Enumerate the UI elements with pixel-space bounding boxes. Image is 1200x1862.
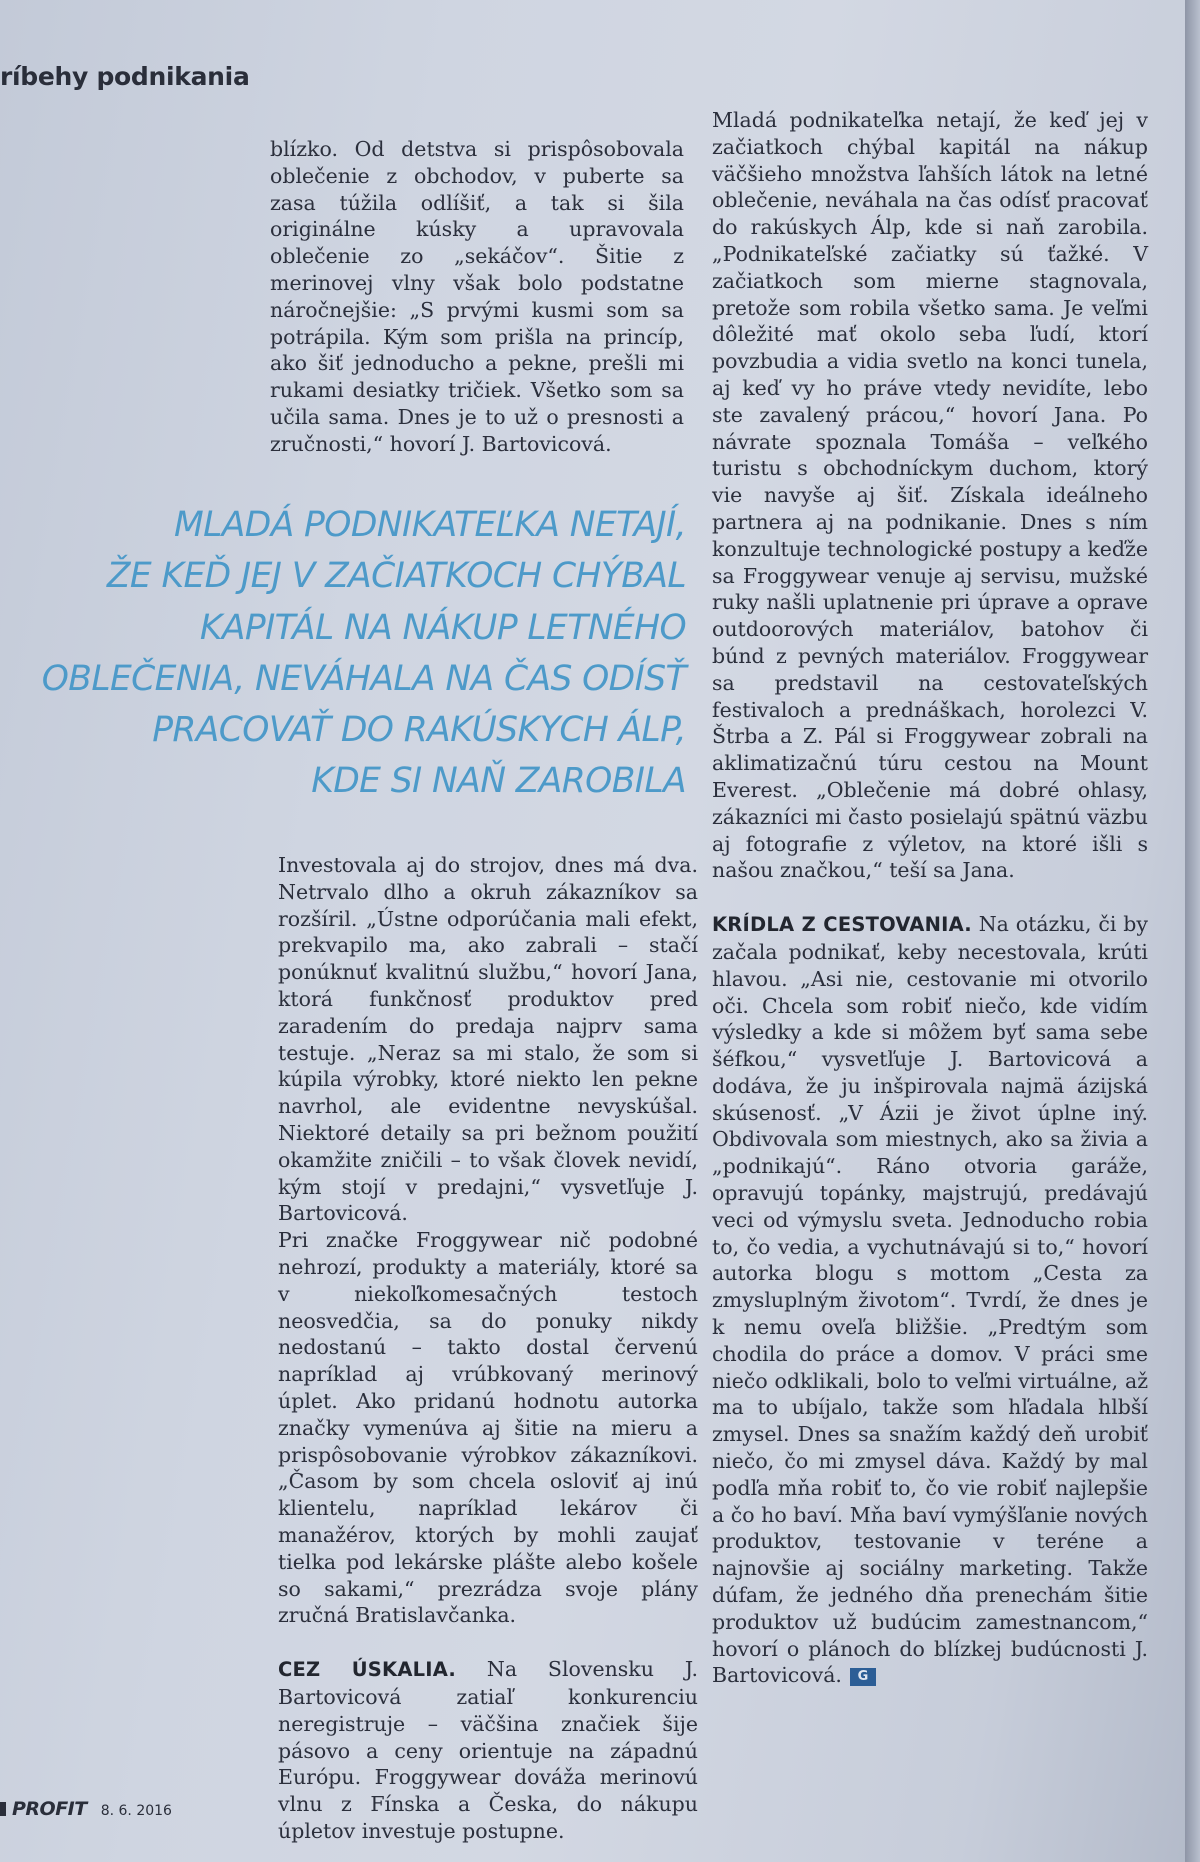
article-paragraph: Pri značke Froggywear nič podobné nehrozí, produkty a materiály, ktoré sa v niekoľkomesačných testoch neosvedčia, sa do ponuky nikdy nedostanú – takto dostal červenú napríklad aj vrúbkovaný merinový úplet. Ako pridanú hodnotu autorka značky vymenúva aj šitie na mieru a prispôsobovanie výrobkov zákazníkovi. „Časom by som chcela osloviť aj inú klientelu, napríklad lekárov či manažérov, ktorých by mohli zaujať tielka pod lekárske plášte alebo košele so sakami,“ prezrádza svoje plány zručná Bratislavčanka. (278, 1228, 698, 1628)
article-paragraph: blízko. Od detstva si prispôsobovala oblečenie z obchodov, v puberte sa zasa túžila odlíšiť, a tak si šila originálne kúsky a upravovala oblečenie zo „sekáčov“. Šitie z merinovej vlny však bolo podstatne náročnejšie: „S prvými kusmi som sa potrápila. Kým som prišla na princíp, ako šiť jednoducho a pekne, prešli mi rukami desiatky tričiek. Všetko som sa učila sama. Dnes je to už o presnosti a zručnosti,“ hovorí J. Bartovicová. (270, 137, 684, 456)
pull-quote-line: MLADÁ PODNIKATEĽKA NETAJÍ, (173, 505, 686, 545)
column-1-top (270, 136, 684, 458)
end-of-article-icon: G (850, 1668, 876, 1686)
article-paragraph (278, 1656, 698, 1845)
page-number-bar (0, 1802, 6, 1816)
column-2 (712, 107, 1148, 1689)
section-title: ríbehy podnikania (0, 62, 250, 91)
page-edge (1185, 0, 1200, 1862)
article-paragraph: Mladá podnikateľka netají, že keď jej v začiatkoch chýbal kapitál na nákup väčšieho množstva ľahších látok na letné oblečenie, neváhala na čas odísť pracovať do rakúskych Álp, kde si naň zarobila. „Podnikateľské začiatky sú ťažké. V začiatkoch som mierne stagnovala, pretože som robila všetko sama. Je veľmi dôležité mať okolo seba ľudí, ktorí povzbudia a vidia svetlo na konci tunela, aj keď vy ho práve vtedy nevidíte, lebo ste zavalený prácou,“ hovorí Jana. Po návrate spoznala Tomáša – veľkého turistu s obchodníckym duchom, ktorý vie navyše aj šiť. Získala ideálneho partnera aj na podnikanie. Dnes s ním konzultuje technologické postupy a keďže sa Froggywear venuje aj servisu, mužské ruky našli uplatnenie pri úprave a oprave outdoorových materiálov, batohov či búnd z pevných materiálov. Froggywear sa predstavil na cestovateľských festivaloch a prednáškach, horolezci V. Štrba a Z. Pál si Froggywear zobrali na aklimatizačnú túru cestou na Mount Everest. „Oblečenie má dobré ohlasy, zákazníci mi často posielajú spätnú väzbu aj fotografie z výletov, na ktoré išli s našou značkou,“ teší sa Jana. (712, 108, 1148, 883)
pull-quote-line: OBLEČENIA, NEVÁHALA NA ČAS ODÍSŤ (41, 658, 686, 699)
pull-quote-line: KDE SI NAŇ ZAROBILA (311, 761, 686, 802)
pull-quote-line: ŽE KEĎ JEJ V ZAČIATKOCH CHÝBAL (106, 556, 686, 597)
paragraph-text: Na otázku, či by začala podnikať, keby necestovala, krúti hlavou. „Asi nie, cestovanie mi otvorilo oči. Chcela som robiť niečo, kde vidím výsledky a kde si môžem byť sama sebe šéfkou,“ vysvetľuje J. Bartovicová a dodáva, že ju inšpirovala najmä ázijská skúsenosť. „V Ázii je život úplne iný. Obdivovala som miestnych, ako sa živia a „podnikajú“. Ráno otvoria garáže, opravujú topánky, majstrujú, predávajú veci od výmyslu sveta. Jednoducho robia to, čo vedia, a vychutnávajú si to,“ hovorí autorka blogu s mottom „Cesta za zmysluplným životom“. Tvrdí, že dnes je k nemu oveľa bližšie. „Predtým som chodila do práce a domov. V práci sme niečo odklikali, bolo to veľmi virtuálne, až ma to ubíjalo, takže som hľadala hlbší zmysel. Dnes sa snažím každý deň urobiť niečo, čo mi zmysel dáva. Každý by mal podľa mňa robiť to, čo vie robiť najlepšie a čo ho baví. Mňa baví vymýšľanie nových produktov, testovanie v teréne a najnovšie aj sociálny marketing. Takže dúfam, že jedného dňa prenechám šitie produktov už budúcim zamestnancom,“ hovorí o plánoch do blízkej budúcnosti J. Bartovicová. (712, 912, 1148, 1688)
article-paragraph (712, 911, 1148, 1689)
magazine-logo: PROFIT (12, 1798, 87, 1820)
pull-quote-line: PRACOVAŤ DO RAKÚSKYCH ÁLP, (152, 710, 686, 751)
page-footer (0, 1798, 172, 1820)
subheading: CEZ ÚSKALIA. (278, 1658, 456, 1682)
pull-quote (8, 500, 686, 808)
subheading: KRÍDLA Z CESTOVANIA. (712, 913, 972, 937)
column-1-bottom (278, 852, 698, 1845)
issue-date: 8. 6. 2016 (100, 1803, 172, 1819)
article-paragraph: Investovala aj do strojov, dnes má dva. Netrvalo dlho a okruh zákazníkov sa rozšíril. „Ústne odporúčania mali efekt, prekvapilo ma, ako zabrali – stačí ponúknuť kvalitnú službu,“ hovorí Jana, ktorá funkčnosť produktov pred zaradením do predaja najprv sama testuje. „Neraz sa mi stalo, že som si kúpila výrobky, ktoré niekto len pekne navrhol, ale evidentne nevyskúšal. Niektoré detaily sa pri bežnom použití okamžite zničili – to však človek nevidí, kým stojí v predajni,“ vysvetľuje J. Bartovicová. (278, 853, 698, 1226)
pull-quote-line: KAPITÁL NA NÁKUP LETNÉHO (199, 607, 686, 648)
paragraph-text: Na Slovensku J. Bartovicová zatiaľ konkurenciu neregistruje – väčšina značiek šije pásovo a ceny orientuje na západnú Európu. Froggywear dováža merinovú vlnu z Fínska a Česka, do nákupu úpletov investuje postupne. (278, 1657, 698, 1843)
